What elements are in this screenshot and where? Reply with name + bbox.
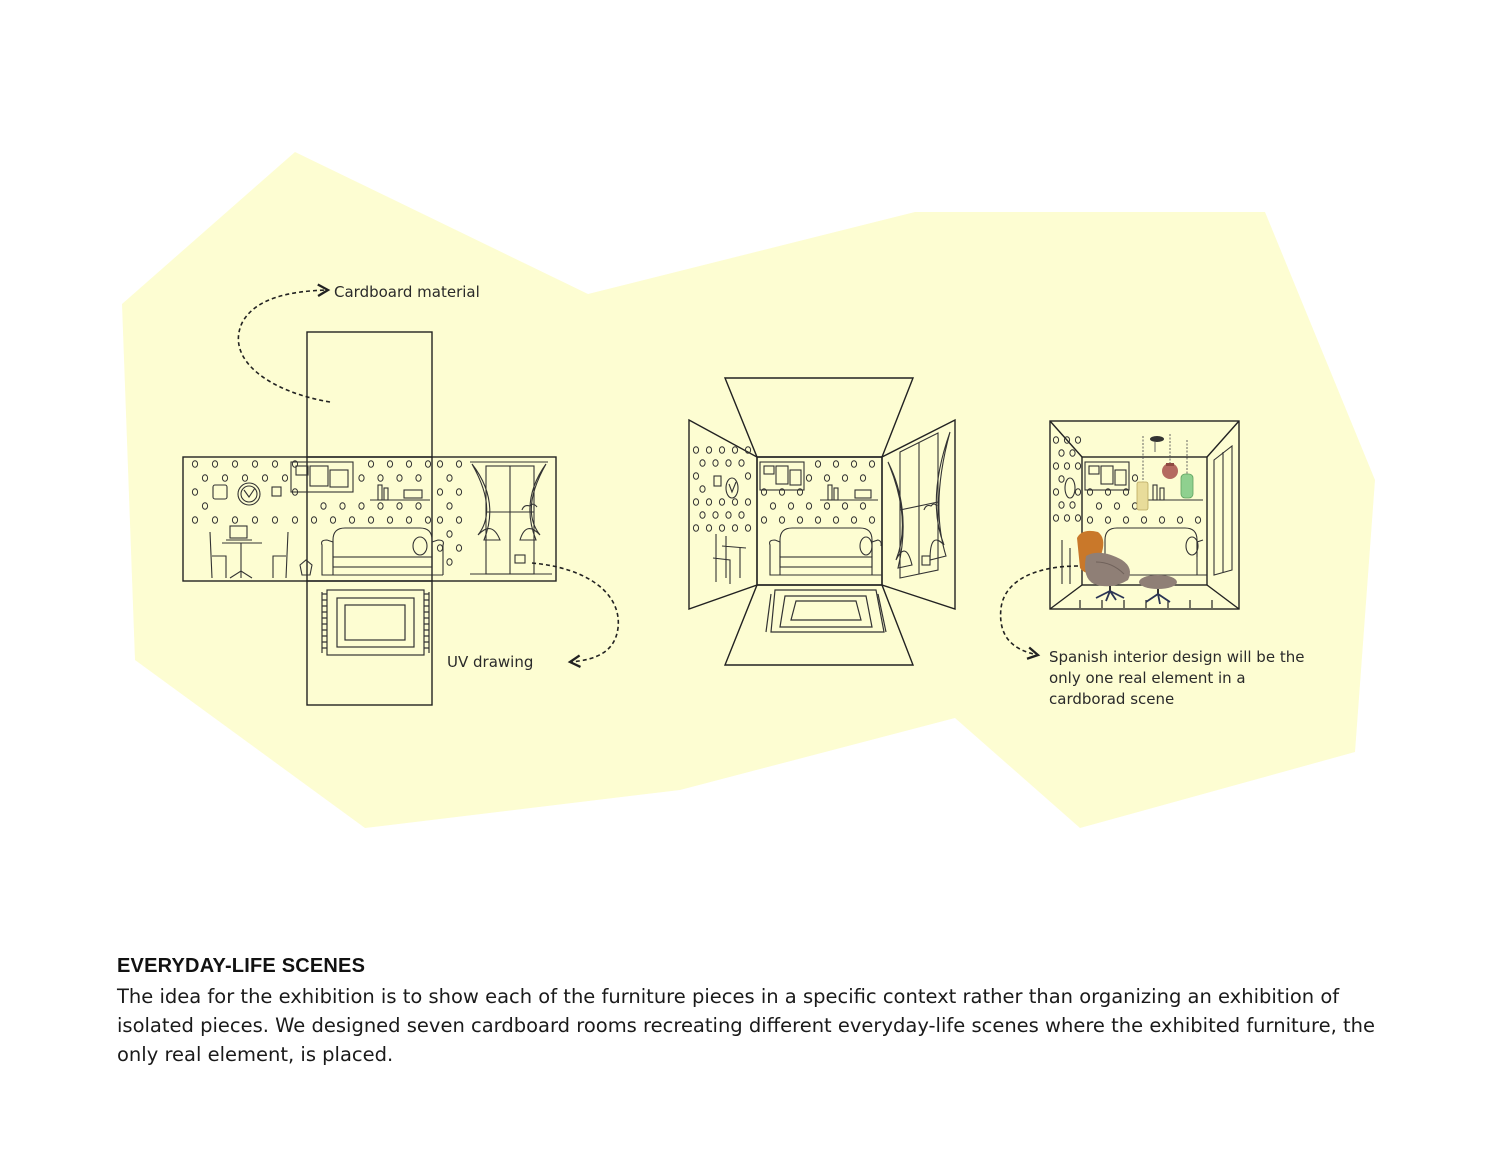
caption [117,955,1397,1069]
spanish-design-label: Spanish interior design will be the only one real element in a cardborad scene [1049,648,1305,708]
cardboard-material-label: Cardboard material [334,283,480,301]
caption-body: The idea for the exhibition is to show each of the furniture pieces in a specific context rather than organizing an exhibition of isolated pieces. We designed seven cardboard rooms recreating different everyday-life scenes where the exhibited furniture, the only real element, is placed. [117,985,1375,1066]
caption-title: EVERYDAY-LIFE SCENES [117,955,366,977]
uv-drawing-label: UV drawing [447,653,534,671]
